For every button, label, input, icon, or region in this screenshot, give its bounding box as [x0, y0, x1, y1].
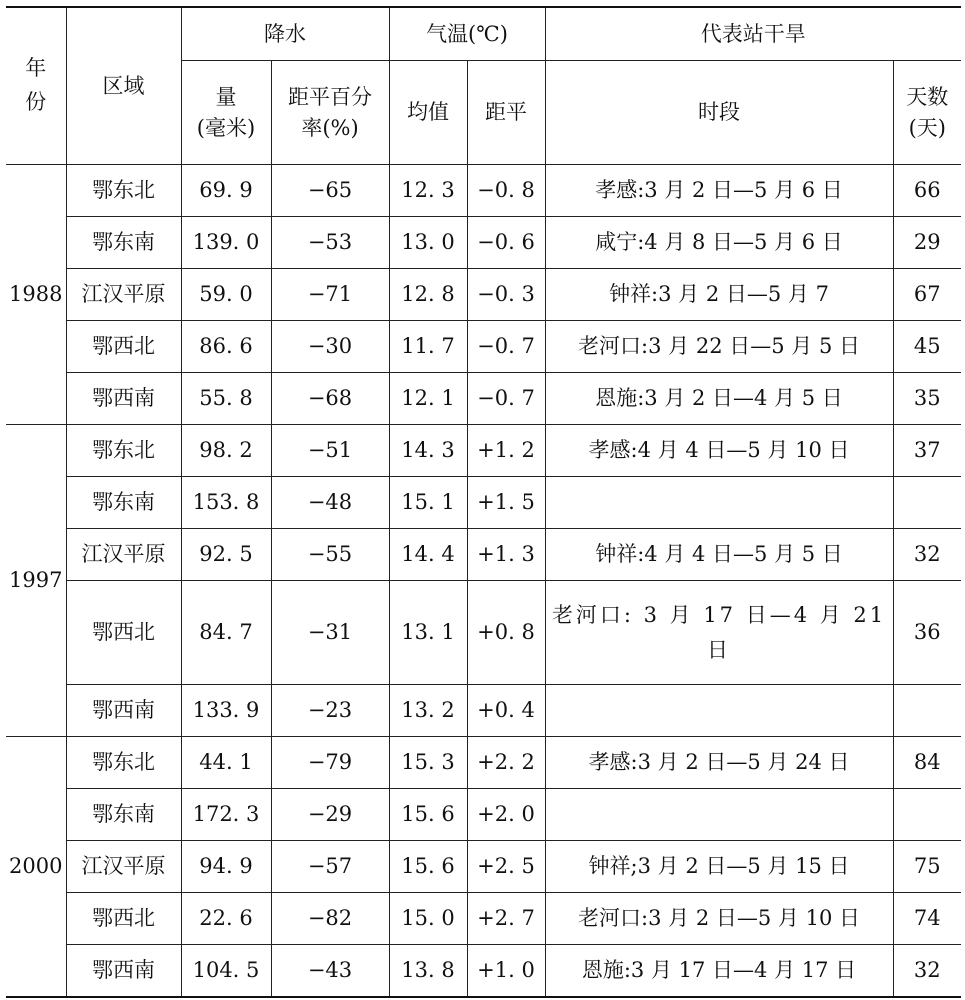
region-cell: 鄂东北: [66, 425, 181, 477]
mean-cell: 12. 1: [389, 373, 467, 425]
pct-cell: −71: [271, 269, 389, 321]
period-cell: 恩施:3 月 17 日—4 月 17 日: [545, 945, 893, 998]
days-cell: 29: [893, 217, 961, 269]
period-cell: 恩施:3 月 2 日—4 月 5 日: [545, 373, 893, 425]
days-cell: 66: [893, 165, 961, 217]
amount-header-line1: 量: [215, 85, 237, 110]
mean-cell: 14. 3: [389, 425, 467, 477]
anomaly-cell: +2. 5: [467, 841, 545, 893]
anomaly-cell: −0. 6: [467, 217, 545, 269]
amount-cell: 59. 0: [181, 269, 271, 321]
days-cell: 45: [893, 321, 961, 373]
period-cell: 钟祥:4 月 4 日—5 月 5 日: [545, 529, 893, 581]
days-cell: 67: [893, 269, 961, 321]
amount-cell: 86. 6: [181, 321, 271, 373]
region-cell: 江汉平原: [66, 529, 181, 581]
days-header-line1: 天数: [906, 85, 949, 110]
period-cell: [545, 477, 893, 529]
mean-cell: 13. 0: [389, 217, 467, 269]
period-cell: 咸宁:4 月 8 日—5 月 6 日: [545, 217, 893, 269]
pct-cell: −48: [271, 477, 389, 529]
days-cell: 35: [893, 373, 961, 425]
pct-cell: −55: [271, 529, 389, 581]
pct-cell: −53: [271, 217, 389, 269]
amount-cell: 22. 6: [181, 893, 271, 945]
mean-cell: 15. 3: [389, 737, 467, 789]
pct-cell: −68: [271, 373, 389, 425]
amount-header: [181, 61, 271, 165]
anomaly-pct-header-line1: 距平百分: [288, 85, 372, 110]
anomaly-cell: +0. 8: [467, 581, 545, 685]
anomaly-pct-header: [271, 61, 389, 165]
period-cell: 钟祥:3 月 2 日—5 月 7: [545, 269, 893, 321]
amount-cell: 92. 5: [181, 529, 271, 581]
amount-cell: 172. 3: [181, 789, 271, 841]
anomaly-header: 距平: [467, 61, 545, 165]
days-cell: 36: [893, 581, 961, 685]
pct-cell: −65: [271, 165, 389, 217]
mean-cell: 12. 3: [389, 165, 467, 217]
region-cell: 鄂西北: [66, 893, 181, 945]
year-cell: 1997: [6, 425, 66, 737]
amount-cell: 55. 8: [181, 373, 271, 425]
period-cell: 孝感:3 月 2 日—5 月 24 日: [545, 737, 893, 789]
table-row: [6, 737, 961, 789]
days-cell: 84: [893, 737, 961, 789]
header-row-1: [6, 7, 961, 61]
year-header: [6, 7, 66, 165]
period-cell: 孝感:4 月 4 日—5 月 10 日: [545, 425, 893, 477]
table-row: [6, 893, 961, 945]
days-cell: [893, 477, 961, 529]
pct-cell: −31: [271, 581, 389, 685]
region-cell: 鄂西南: [66, 685, 181, 737]
days-cell: 37: [893, 425, 961, 477]
mean-cell: 11. 7: [389, 321, 467, 373]
temperature-header: 气温(℃): [389, 7, 545, 61]
amount-cell: 104. 5: [181, 945, 271, 998]
mean-cell: 14. 4: [389, 529, 467, 581]
mean-cell: 13. 1: [389, 581, 467, 685]
region-cell: 鄂东北: [66, 737, 181, 789]
pct-cell: −29: [271, 789, 389, 841]
mean-cell: 15. 1: [389, 477, 467, 529]
table-row: [6, 477, 961, 529]
year-cell: 1988: [6, 165, 66, 425]
mean-cell: 13. 8: [389, 945, 467, 998]
mean-cell: 12. 8: [389, 269, 467, 321]
mean-cell: 15. 0: [389, 893, 467, 945]
table-row: [6, 425, 961, 477]
period-cell: 钟祥;3 月 2 日—5 月 15 日: [545, 841, 893, 893]
days-cell: [893, 789, 961, 841]
amount-header-line2: (毫米): [196, 115, 256, 140]
pct-cell: −30: [271, 321, 389, 373]
anomaly-cell: +2. 7: [467, 893, 545, 945]
region-cell: 鄂西南: [66, 373, 181, 425]
amount-cell: 69. 9: [181, 165, 271, 217]
region-cell: 鄂东南: [66, 477, 181, 529]
precipitation-header: 降水: [181, 7, 389, 61]
anomaly-cell: +1. 2: [467, 425, 545, 477]
period-cell: 老河口:3 月 22 日—5 月 5 日: [545, 321, 893, 373]
table-row: [6, 269, 961, 321]
drought-climate-table: [6, 6, 961, 998]
days-cell: 75: [893, 841, 961, 893]
region-cell: 鄂东北: [66, 165, 181, 217]
region-cell: 鄂东南: [66, 789, 181, 841]
days-cell: [893, 685, 961, 737]
period-cell: [545, 789, 893, 841]
region-header: 区域: [66, 7, 181, 165]
table-row: [6, 789, 961, 841]
anomaly-cell: −0. 7: [467, 373, 545, 425]
table-row: [6, 841, 961, 893]
amount-cell: 44. 1: [181, 737, 271, 789]
days-cell: 74: [893, 893, 961, 945]
anomaly-cell: +2. 2: [467, 737, 545, 789]
period-cell: 老河口:3 月 2 日—5 月 10 日: [545, 893, 893, 945]
mean-header: 均值: [389, 61, 467, 165]
amount-cell: 94. 9: [181, 841, 271, 893]
period-cell: 老河口: 3 月 17 日—4 月 21 日: [545, 581, 893, 685]
anomaly-cell: +1. 0: [467, 945, 545, 998]
anomaly-cell: +0. 4: [467, 685, 545, 737]
amount-cell: 139. 0: [181, 217, 271, 269]
anomaly-cell: −0. 3: [467, 269, 545, 321]
table-row: [6, 945, 961, 998]
anomaly-pct-header-line2: 率(%): [301, 115, 359, 140]
pct-cell: −57: [271, 841, 389, 893]
region-cell: 鄂西北: [66, 321, 181, 373]
period-header: 时段: [545, 61, 893, 165]
pct-cell: −43: [271, 945, 389, 998]
pct-cell: −79: [271, 737, 389, 789]
period-cell: 孝感:3 月 2 日—5 月 6 日: [545, 165, 893, 217]
anomaly-cell: −0. 7: [467, 321, 545, 373]
period-cell: [545, 685, 893, 737]
anomaly-cell: −0. 8: [467, 165, 545, 217]
anomaly-cell: +1. 5: [467, 477, 545, 529]
drought-header: 代表站干旱: [545, 7, 961, 61]
days-cell: 32: [893, 529, 961, 581]
anomaly-cell: +2. 0: [467, 789, 545, 841]
amount-cell: 133. 9: [181, 685, 271, 737]
region-cell: 鄂西南: [66, 945, 181, 998]
amount-cell: 98. 2: [181, 425, 271, 477]
days-header: [893, 61, 961, 165]
table-row: [6, 165, 961, 217]
pct-cell: −82: [271, 893, 389, 945]
anomaly-cell: +1. 3: [467, 529, 545, 581]
region-cell: 江汉平原: [66, 269, 181, 321]
region-cell: 鄂东南: [66, 217, 181, 269]
amount-cell: 153. 8: [181, 477, 271, 529]
year-cell: 2000: [6, 737, 66, 998]
mean-cell: 13. 2: [389, 685, 467, 737]
pct-cell: −51: [271, 425, 389, 477]
amount-cell: 84. 7: [181, 581, 271, 685]
mean-cell: 15. 6: [389, 789, 467, 841]
region-cell: 江汉平原: [66, 841, 181, 893]
table-row: [6, 581, 961, 685]
days-cell: 32: [893, 945, 961, 998]
region-cell: 鄂西北: [66, 581, 181, 685]
table-row: [6, 321, 961, 373]
pct-cell: −23: [271, 685, 389, 737]
table-row: [6, 529, 961, 581]
table-row: [6, 217, 961, 269]
table-row: [6, 685, 961, 737]
table-row: [6, 373, 961, 425]
days-header-line2: (天): [908, 115, 946, 140]
year-header-label: 年份: [25, 56, 47, 114]
mean-cell: 15. 6: [389, 841, 467, 893]
